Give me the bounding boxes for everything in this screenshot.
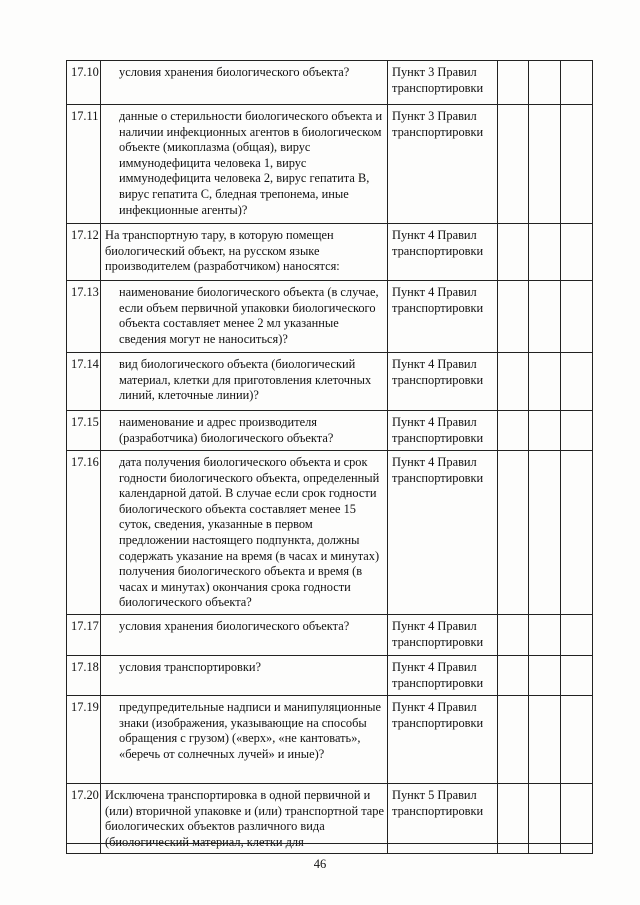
answer-no-cell[interactable] <box>529 451 561 615</box>
table-row <box>67 411 593 451</box>
item-number: 17.19 <box>67 695 101 783</box>
answer-yes-cell[interactable] <box>498 353 529 411</box>
answer-no-cell[interactable] <box>529 353 561 411</box>
answer-na-cell[interactable] <box>561 61 593 105</box>
answer-na-cell[interactable] <box>561 105 593 224</box>
requirement-question: наименование и адрес производителя (разработчика) биологического объекта? <box>101 411 388 451</box>
table-row <box>67 655 593 695</box>
item-number: 17.12 <box>67 224 101 281</box>
item-number: 17.14 <box>67 353 101 411</box>
answer-na-cell[interactable] <box>561 224 593 281</box>
legal-reference: Пункт 3 Правил транспортировки <box>388 105 498 224</box>
answer-yes-cell[interactable] <box>498 695 529 783</box>
item-number: 17.17 <box>67 614 101 655</box>
requirement-question: данные о стерильности биологического объекта и наличии инфекционных агентов в биологическом объекте (микоплазма (общая), вирус иммунодефицита человека 1, вирус иммунодефицита человека 2, вирус гепатита В, вирус гепатита С, бледная трепонема, иные инфекционные агенты)? <box>101 105 388 224</box>
requirement-question: условия хранения биологического объекта? <box>101 61 388 105</box>
answer-na-cell[interactable] <box>561 451 593 615</box>
answer-na-cell[interactable] <box>561 353 593 411</box>
legal-reference: Пункт 4 Правил транспортировки <box>388 224 498 281</box>
legal-reference: Пункт 4 Правил транспортировки <box>388 411 498 451</box>
item-number: 17.15 <box>67 411 101 451</box>
answer-yes-cell[interactable] <box>498 451 529 615</box>
item-number: 17.16 <box>67 451 101 615</box>
table-row <box>67 61 593 105</box>
legal-reference: Пункт 3 Правил транспортировки <box>388 61 498 105</box>
page-number: 46 <box>313 857 327 871</box>
answer-no-cell[interactable] <box>529 105 561 224</box>
legal-reference: Пункт 4 Правил транспортировки <box>388 281 498 353</box>
answer-yes-cell[interactable] <box>498 61 529 105</box>
answer-na-cell[interactable] <box>561 411 593 451</box>
answer-no-cell[interactable] <box>529 614 561 655</box>
table-row <box>67 105 593 224</box>
table-row <box>67 614 593 655</box>
item-number: 17.10 <box>67 61 101 105</box>
answer-yes-cell[interactable] <box>498 281 529 353</box>
legal-reference: Пункт 4 Правил транспортировки <box>388 451 498 615</box>
legal-reference: Пункт 4 Правил транспортировки <box>388 353 498 411</box>
answer-yes-cell[interactable] <box>498 105 529 224</box>
answer-no-cell[interactable] <box>529 281 561 353</box>
item-number: 17.13 <box>67 281 101 353</box>
answer-no-cell[interactable] <box>529 695 561 783</box>
legal-reference: Пункт 4 Правил транспортировки <box>388 655 498 695</box>
requirement-question: предупредительные надписи и манипуляционные знаки (изображения, указывающие на способы обращения с грузом) («верх», «не кантовать», «беречь от солнечных лучей» и иные)? <box>101 695 388 783</box>
answer-na-cell[interactable] <box>561 655 593 695</box>
answer-na-cell[interactable] <box>561 695 593 783</box>
legal-reference: Пункт 4 Правил транспортировки <box>388 695 498 783</box>
table-row <box>67 451 593 615</box>
checklist-table <box>66 60 593 854</box>
item-number: 17.20 <box>67 783 101 853</box>
requirement-question: Исключена транспортировка в одной первичной и (или) вторичной упаковке и (или) транспортной таре биологических объектов различного вида (биологический материал, клетки для <box>101 783 388 853</box>
answer-na-cell[interactable] <box>561 281 593 353</box>
requirement-question: наименование биологического объекта (в случае, если объем первичной упаковки биологического объекта составляет менее 2 мл указанные сведения могут не наноситься)? <box>101 281 388 353</box>
requirement-question: На транспортную тару, в которую помещен биологический объект, на русском языке производителем (разработчиком) наносятся: <box>101 224 388 281</box>
checklist-rows <box>67 61 593 854</box>
answer-no-cell[interactable] <box>529 61 561 105</box>
answer-na-cell[interactable] <box>561 614 593 655</box>
answer-yes-cell[interactable] <box>498 224 529 281</box>
requirement-question: дата получения биологического объекта и срок годности биологического объекта, определенный календарной датой. В случае если срок годности биологического объекта составляет менее 15 суток, сведения, указанные в первом предложении настоящего подпункта, должны содержать указание на время (в часах и минутах) получения биологического объекта и время (в часах и минутах) окончания срока годности биологического объекта? <box>101 451 388 615</box>
item-number: 17.18 <box>67 655 101 695</box>
answer-no-cell[interactable] <box>529 224 561 281</box>
answer-no-cell[interactable] <box>529 655 561 695</box>
answer-yes-cell[interactable] <box>498 655 529 695</box>
table-row <box>67 224 593 281</box>
legal-reference: Пункт 5 Правил транспортировки <box>388 783 498 853</box>
answer-yes-cell[interactable] <box>498 411 529 451</box>
table-row <box>67 353 593 411</box>
table-bottom-border <box>66 843 592 844</box>
answer-no-cell[interactable] <box>529 411 561 451</box>
table-row <box>67 695 593 783</box>
table-row <box>67 281 593 353</box>
requirement-question: условия транспортировки? <box>101 655 388 695</box>
requirement-question: условия хранения биологического объекта? <box>101 614 388 655</box>
answer-yes-cell[interactable] <box>498 614 529 655</box>
item-number: 17.11 <box>67 105 101 224</box>
requirement-question: вид биологического объекта (биологический материал, клетки для приготовления клеточных линий, клеточные линии)? <box>101 353 388 411</box>
legal-reference: Пункт 4 Правил транспортировки <box>388 614 498 655</box>
